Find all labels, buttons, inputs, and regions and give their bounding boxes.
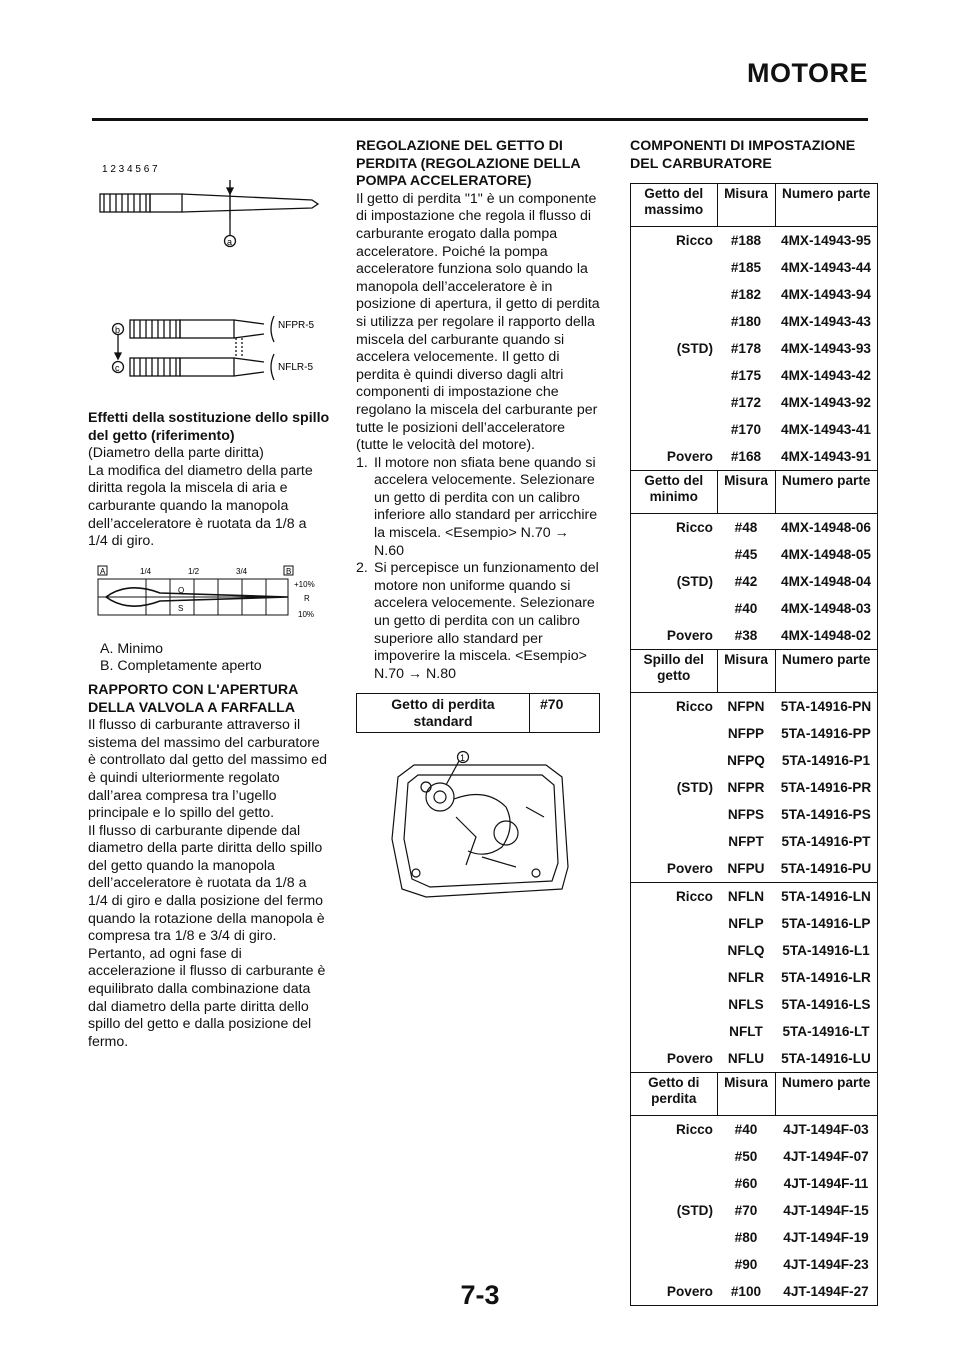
table-cell [631,991,718,1018]
legend-a: A. Minimo [100,640,164,657]
table-cell: 4MX-14943-95 [775,227,878,255]
marker-a: a [227,237,233,247]
table-cell: 5TA-14916-LN [775,883,878,911]
table-row [631,541,878,568]
table-cell: 4JT-1494F-27 [775,1278,878,1306]
table-row [631,855,878,883]
label-s: S [178,603,184,613]
table-cell [631,937,718,964]
table-cell: Ricco [631,514,718,542]
table-cell [631,1170,718,1197]
components-table [630,183,878,1306]
table-cell: (STD) [631,774,718,801]
table-cell: Povero [631,855,718,883]
table-header-cell: Misura [717,184,775,227]
tick-1-4: 1/4 [140,566,152,576]
table-header-cell: Misura [717,1073,775,1116]
table-cell: 5TA-14916-L1 [775,937,878,964]
table-row [631,568,878,595]
column-middle [356,138,600,917]
table-cell: Ricco [631,883,718,911]
table-row [631,416,878,443]
table-row [631,335,878,362]
table-header-cell: Getto del massimo [631,184,718,227]
table-cell: NFPN [727,698,765,714]
table-header-cell: Misura [717,471,775,514]
clip-numbers: 1 2 3 4 5 6 7 [102,164,158,175]
table-cell: 5TA-14916-P1 [775,747,878,774]
table-cell: 4JT-1494F-19 [775,1224,878,1251]
table-cell: #50 [734,1148,758,1164]
table-header-cell: Spillo del getto [631,650,718,693]
table-cell [631,362,718,389]
table-cell: 4MX-14948-03 [775,595,878,622]
table-cell: #42 [734,573,758,589]
tick-3-4: 3/4 [236,566,248,576]
table-cell [631,308,718,335]
table-header-cell: Numero parte [775,184,878,227]
table-cell: Povero [631,1045,718,1073]
table-row [631,991,878,1018]
table-row [631,362,878,389]
table-cell [631,964,718,991]
carburetor-body-figure [356,747,600,917]
table-cell: #170 [730,421,762,437]
ratio-paragraph-1: Il flusso di carburante attraverso il sistema del massimo del carburatore è controllato dal getto del massimo ed è quindi ulteriormente regolato dall’area compresa tra l’ugello principale e lo spillo del getto. [88,717,327,822]
table-cell [631,1251,718,1278]
components-heading: COMPONENTI DI IMPOSTAZIONE DEL CARBURATORE [630,138,856,172]
table-header-row [631,184,878,227]
table-row [631,622,878,650]
list-item: 2. Si percepisce un funzionamento del motore non uniforme quando si accelera velocemente. Selezionare un getto di perdita con un calibro superiore allo standard per impoverire la miscela. <Esempio> N.70 → N.80 [356,560,599,682]
table-cell: (STD) [631,335,718,362]
table-cell: 5TA-14916-LS [775,991,878,1018]
box-label-b: B [286,566,292,576]
table-cell: 4MX-14943-94 [775,281,878,308]
table-row [631,801,878,828]
needle-label-bottom: NFLR-5 [278,362,314,373]
table-row [631,883,878,911]
table-cell: NFPT [728,833,764,849]
table-cell: NFPS [727,806,765,822]
table-cell: #40 [734,1121,758,1137]
table-cell [631,747,718,774]
table-cell: 5TA-14916-PR [775,774,878,801]
table-cell: NFPR [727,779,765,795]
table-header-row [631,650,878,693]
label-minus10: 10% [298,609,315,619]
legend-b: B. Completamente aperto [100,658,262,675]
label-plus10: +10% [294,579,315,589]
table-row [631,910,878,937]
standard-leak-jet-label: Getto di perdita standard [357,694,530,732]
table-cell: NFPP [727,725,765,741]
table-row [631,774,878,801]
table-cell: NFLQ [727,942,765,958]
table-cell: 5TA-14916-LU [775,1045,878,1073]
table-cell: (STD) [631,1197,718,1224]
table-header-cell: Misura [717,650,775,693]
table-row [631,1251,878,1278]
table-row [631,389,878,416]
table-row [631,1143,878,1170]
table-header-cell: Numero parte [775,650,878,693]
table-row [631,693,878,721]
table-cell: Ricco [631,1116,718,1144]
table-cell: #45 [734,546,758,562]
table-cell [631,828,718,855]
table-row [631,720,878,747]
table-cell: 5TA-14916-PN [775,693,878,721]
table-header-cell: Numero parte [775,1073,878,1116]
table-cell: 4JT-1494F-23 [775,1251,878,1278]
table-cell: #172 [730,394,762,410]
table-cell: 5TA-14916-PT [775,828,878,855]
table-row [631,1224,878,1251]
header-rule [92,118,868,121]
table-cell [631,281,718,308]
table-cell: NFLR [727,969,765,985]
ratio-paragraph-3: Pertanto, ad ogni fase di accelerazione il flusso di carburante è equilibrato dalla combinazione data dal diametro della parte diritta dello spillo del getto e dalla posizione del fermo. [88,945,326,1050]
table-row [631,1045,878,1073]
marker-1: 1 [460,753,466,764]
table-cell: Ricco [631,693,718,721]
leak-jet-list [356,455,600,684]
table-cell: #70 [734,1202,758,1218]
marker-c: c [115,363,120,373]
standard-leak-jet-box [356,693,600,733]
table-cell: 5TA-14916-LP [775,910,878,937]
table-cell [631,910,718,937]
table-cell: #168 [717,443,775,471]
page-number: 7-3 [460,1280,500,1310]
table-row [631,1116,878,1144]
table-cell: NFLP [728,915,764,931]
table-cell [631,389,718,416]
table-cell: Povero [631,622,718,650]
table-row [631,1170,878,1197]
table-cell: NFLT [729,1023,763,1039]
table-cell: #180 [730,313,762,329]
table-cell: 4JT-1494F-03 [775,1116,878,1144]
table-cell: 5TA-14916-LR [775,964,878,991]
table-cell [631,1018,718,1045]
table-cell: #90 [734,1256,758,1272]
needle-label-top: NFPR-5 [278,320,315,331]
column-left [88,128,330,1051]
table-cell: 4MX-14943-93 [775,335,878,362]
table-row [631,828,878,855]
table-header-row [631,471,878,514]
effects-text: La modifica del diametro della parte diritta regola la miscela di aria e carburante quando la manopola dell’acceleratore è ruotata da 1/8 a 1/4 di giro. [88,462,313,550]
table-cell: NFLN [727,888,765,904]
table-cell: #40 [734,600,758,616]
table-cell: #182 [730,286,762,302]
table-cell [631,720,718,747]
table-cell: #185 [730,259,762,275]
table-cell: #38 [717,622,775,650]
throttle-opening-figure [88,563,330,633]
table-cell: 4MX-14948-02 [775,622,878,650]
table-row [631,443,878,471]
standard-leak-jet-value: #70 [540,696,564,713]
table-cell: Povero [631,1278,718,1306]
table-row [631,227,878,255]
table-cell: #100 [717,1278,775,1306]
table-cell: #188 [730,232,762,248]
table-header-cell: Numero parte [775,471,878,514]
effects-subheading: (Diametro della parte diritta) [88,445,264,462]
table-cell: Ricco [631,227,718,255]
table-cell: (STD) [631,568,718,595]
table-cell: NFLU [717,1045,775,1073]
table-cell [631,1143,718,1170]
table-cell: 4MX-14943-92 [775,389,878,416]
table-cell: NFPQ [727,752,765,768]
table-cell: 4JT-1494F-15 [775,1197,878,1224]
table-cell: #48 [734,519,758,535]
label-q: Q [178,585,185,595]
table-cell: Povero [631,443,718,471]
table-row [631,595,878,622]
box-label-a: A [100,566,106,576]
ratio-paragraph-2: Il flusso di carburante dipende dal diametro della parte diritta dello spillo del getto quando la manopola dell’acceleratore è ruotata da 1/8 a 1/4 di giro e dalla posizione del fermo quando la rotazione della manopola è compresa tra 1/8 e 3/4 di giro. [88,822,325,945]
jet-needle-comparison-figure [88,262,330,390]
table-cell [631,541,718,568]
table-cell: 4JT-1494F-07 [775,1143,878,1170]
table-cell: NFPU [717,855,775,883]
table-cell [631,595,718,622]
leak-jet-intro: Il getto di perdita "1" è un componente di impostazione che regola il flusso di carburante erogato dalla pompa acceleratore. Poiché la pompa acceleratore funziona solo quando la manopola dell’acceleratore è in posizione di apertura, il getto di perdita si utilizza per regolare il rapporto della miscela del carburante quando si accelera velocemente. Il getto di perdita è quindi diverso dagli altri componenti di impostazione che regolano la miscela del carburante per tutte le posizioni dell’acceleratore (tutte le velocità del motore). [356,190,600,454]
table-header-cell: Getto del minimo [631,471,718,514]
table-cell: #178 [730,340,762,356]
label-r: R [304,593,310,603]
tick-1-2: 1/2 [188,566,200,576]
table-cell: 4MX-14948-05 [775,541,878,568]
column-right [630,138,880,1306]
table-cell: 4MX-14948-06 [775,514,878,542]
table-cell: 4MX-14943-42 [775,362,878,389]
table-row [631,254,878,281]
table-cell [631,1224,718,1251]
table-cell: #175 [730,367,762,383]
table-row [631,281,878,308]
table-cell: #80 [734,1229,758,1245]
table-header-cell: Getto di perdita [631,1073,718,1116]
table-cell: 5TA-14916-PS [775,801,878,828]
table-cell: NFLS [728,996,764,1012]
table-cell [631,254,718,281]
table-row [631,1018,878,1045]
marker-b: b [115,325,121,335]
table-row [631,514,878,542]
jet-needle-clip-figure [88,128,330,258]
table-cell [631,416,718,443]
leak-jet-heading: REGOLAZIONE DEL GETTO DI PERDITA (REGOLAZIONE DELLA POMPA ACCELERATORE) [356,138,581,190]
table-row [631,747,878,774]
table-cell: 4MX-14943-41 [775,416,878,443]
page-title: MOTORE [746,58,868,88]
table-row [631,937,878,964]
table-cell: 5TA-14916-PU [775,855,878,883]
table-cell: 4MX-14948-04 [775,568,878,595]
table-row [631,964,878,991]
effects-heading: Effetti della sostituzione dello spillo del getto (riferimento) [88,410,330,444]
table-cell: 4JT-1494F-11 [775,1170,878,1197]
table-row [631,1197,878,1224]
table-cell: 4MX-14943-43 [775,308,878,335]
table-cell: #60 [734,1175,758,1191]
table-cell: 5TA-14916-LT [775,1018,878,1045]
table-cell: 4MX-14943-91 [775,443,878,471]
table-cell: 5TA-14916-PP [775,720,878,747]
ratio-heading: RAPPORTO CON L'APERTURA DELLA VALVOLA A FARFALLA [88,681,298,716]
table-row [631,308,878,335]
table-cell [631,801,718,828]
table-cell: 4MX-14943-44 [775,254,878,281]
table-header-row [631,1073,878,1116]
list-item: 1. Il motore non sfiata bene quando si accelera velocemente. Selezionare un getto di perdita con un calibro inferiore allo standard per arricchire la miscela. <Esempio> N.70 → N.60 [356,454,598,559]
